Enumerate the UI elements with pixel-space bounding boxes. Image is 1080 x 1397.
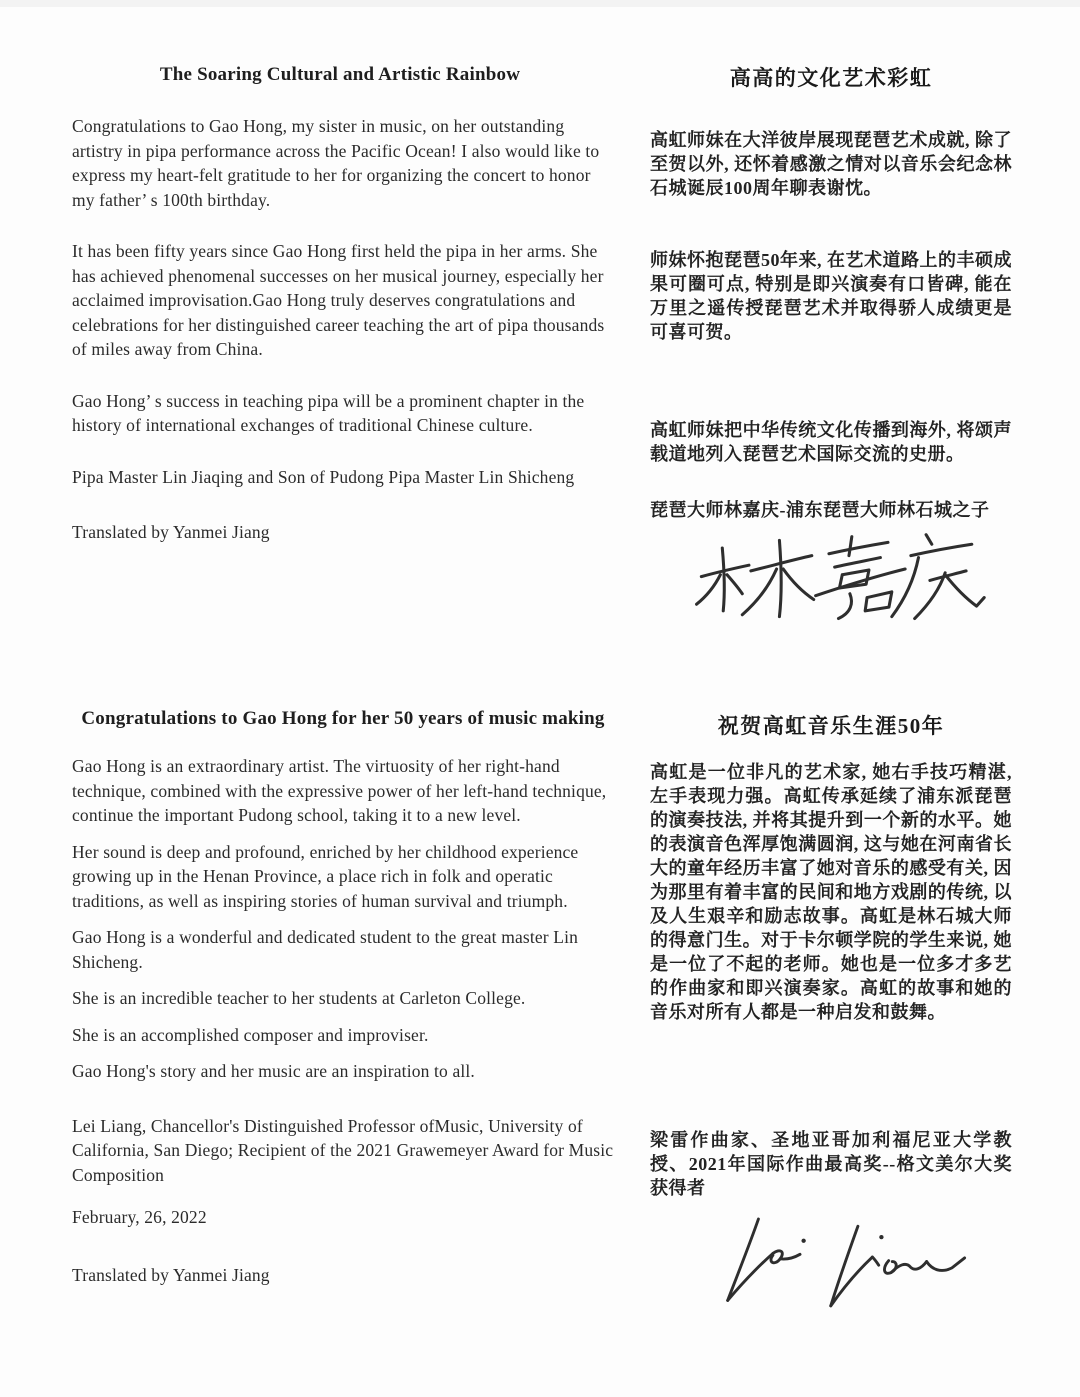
- letter2-translator-credit: Translated by Yanmei Jiang: [72, 1264, 270, 1285]
- letter2-paragraph: Gao Hong's story and her music are an inspiration to all.: [72, 1061, 475, 1081]
- letter2-title-en: Congratulations to Gao Hong for her 50 years of music making: [81, 708, 605, 729]
- letter1-paragraph: Congratulations to Gao Hong, my sister in music, on her outstanding artistry in pipa performance across the Pacific Ocean! I also would like to express my heart-felt gratitude to her for organizing the concert to honor my father’ s 100th birthday.: [72, 116, 600, 210]
- letter1-paragraph-zh: 高虹师妹把中华传统文化传播到海外, 将颂声载道地列入琵琶艺术国际交流的史册。: [650, 420, 1012, 464]
- letter2-paragraph-zh: 高虹是一位非凡的艺术家, 她右手技巧精湛, 左手表现力强。高虹传承延续了浦东派琵琶的演奏技法, 并将其提升到一个新的水平。她的表演音色浑厚饱满圆润, 这与她在河南省长大的童年经历丰富了她对音乐的感受有关, 因为那里有着丰富的民间和地方戏剧的传统, 以及人生艰辛和励志故事。高虹是林石城大师的得意门生。对于卡尔顿学院的学生来说, 她是一位了不起的老师。她也是一位多才多艺的作曲家和即兴演奏家。高虹的故事和她的音乐对所有人都是一种启发和鼓舞。: [650, 762, 1012, 1022]
- lei-liang-handwritten-signature: [702, 1210, 974, 1314]
- letter2-credentials-en: Lei Liang, Chancellor's Distinguished Professor ofMusic, University of California, San Diego; Recipient of the 2021 Grawemeyer Award for Music Composition: [72, 1115, 614, 1185]
- letter1-title-en: The Soaring Cultural and Artistic Rainbow: [159, 64, 521, 85]
- letter1-title-zh: 高高的文化艺术彩虹: [729, 66, 933, 90]
- letter2-paragraph: She is an incredible teacher to her students at Carleton College.: [72, 988, 526, 1008]
- letter1-paragraph: Gao Hong’ s success in teaching pipa will be a prominent chapter in the history of international exchanges of traditional Chinese culture.: [72, 390, 585, 435]
- section-letter2-english: [72, 708, 614, 1299]
- section-letter1-chinese: [650, 62, 1012, 630]
- letter2-paragraph: Her sound is deep and profound, enriched by her childhood experience growing up in the Henan Province, a place rich in folk and operatic traditions, as well as inspiring stories of human survival and triumph.: [72, 841, 579, 911]
- letter2-paragraph: Gao Hong is an extraordinary artist. The virtuosity of her right-hand technique, combined with the expressive power of her left-hand technique, continue the important Pudong school, taking it to a new level.: [72, 756, 607, 825]
- letter2-paragraph: She is an accomplished composer and improviser.: [72, 1024, 429, 1045]
- letter2-title-zh: 祝贺高虹音乐生涯50年: [717, 714, 945, 738]
- letter1-attribution-zh: 琵琶大师林嘉庆-浦东琵琶大师林石城之子: [650, 500, 990, 520]
- letter2-paragraph: Gao Hong is a wonderful and dedicated student to the great master Lin Shicheng.: [72, 927, 579, 972]
- section-letter1-english: [72, 64, 608, 572]
- letter1-translator-credit: Translated by Yanmei Jiang: [72, 522, 270, 542]
- letter1-paragraph-zh: 师妹怀抱琵琶50年来, 在艺术道路上的丰硕成果可圈可点, 特别是即兴演奏有口皆碑, 能在万里之遥传授琵琶艺术并取得骄人成绩更是可喜可贺。: [650, 250, 1012, 342]
- section-letter2-chinese: [650, 710, 1012, 1314]
- top-edge-strip: [0, 0, 1080, 7]
- letter1-paragraph-zh: 高虹师妹在大洋彼岸展现琵琶艺术成就, 除了至贺以外, 还怀着感激之情对以音乐会纪念林石城诞辰100周年聊表谢忱。: [650, 130, 1012, 198]
- letter1-paragraph: It has been fifty years since Gao Hong first held the pipa in her arms. She has achieved phenomenal successes on her musical journey, especially her acclaimed improvisation.Gao Hong truly deserves congratulations and celebrations for her distinguished career teaching the art of pipa thousands of miles away from China.: [72, 241, 605, 359]
- letter1-attribution-en: Pipa Master Lin Jiaqing and Son of Pudong Pipa Master Lin Shicheng: [72, 466, 575, 487]
- letter2-credentials-zh: 梁雷作曲家、圣地亚哥加利福尼亚大学教授、2021年国际作曲最高奖--格文美尔大奖获得者: [650, 1130, 1012, 1198]
- lin-jiaqing-handwritten-signature: [688, 528, 988, 630]
- letter2-date: February, 26, 2022: [72, 1207, 207, 1227]
